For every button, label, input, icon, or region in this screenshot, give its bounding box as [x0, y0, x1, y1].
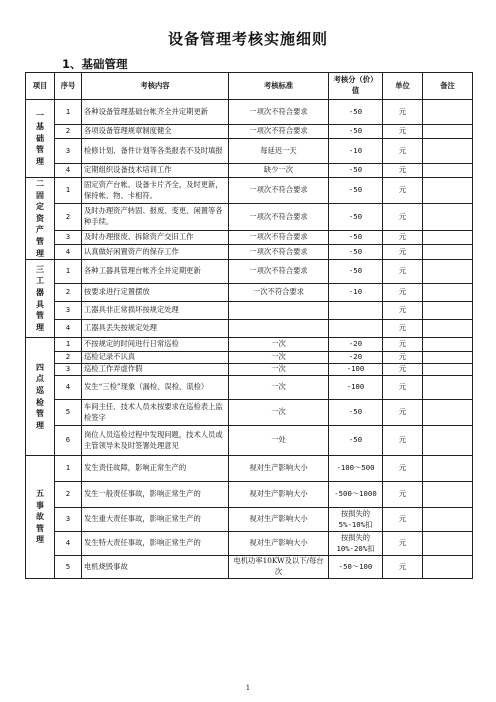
row-remark: [423, 230, 473, 245]
group-label: 五 事 故 管 理: [26, 456, 55, 579]
row-standard: 一项次不符合要求: [229, 125, 329, 139]
row-seq: 5: [55, 556, 82, 579]
row-score: -50: [329, 178, 383, 204]
table-row: [26, 284, 473, 302]
row-score: -20: [329, 338, 383, 352]
row-unit: 元: [383, 352, 423, 364]
row-unit: 元: [383, 260, 423, 284]
row-content: 各种工器具管理台帐齐全并定期更新: [82, 260, 229, 284]
row-unit: 元: [383, 532, 423, 556]
row-content: 岗位人员巡检过程中发现问题，技术人员或主管领导未及时签署处理意见: [82, 426, 229, 456]
row-unit: 元: [383, 302, 423, 320]
table-row: [26, 139, 473, 164]
header-remark: 备注: [423, 73, 473, 100]
row-standard: 一次: [229, 400, 329, 426]
header-unit: 单位: [383, 73, 423, 100]
row-seq: 1: [55, 260, 82, 284]
row-remark: [423, 482, 473, 508]
row-seq: 6: [55, 426, 82, 456]
row-content: 定期组织设备技术培训工作: [82, 164, 229, 178]
row-content: 认真做好闲置资产的保存工作: [82, 245, 229, 260]
row-unit: 元: [383, 482, 423, 508]
row-score: -50: [329, 426, 383, 456]
header-content: 考核内容: [82, 73, 229, 100]
group-label: 二 固 定 资 产 管 理: [26, 178, 55, 260]
row-content: 各项设备管理规章制度健全: [82, 125, 229, 139]
row-score: 按损失的5%-10%扣: [329, 508, 383, 532]
row-unit: 元: [383, 376, 423, 400]
table-row: [26, 125, 473, 139]
row-seq: 2: [55, 482, 82, 508]
row-seq: 3: [55, 302, 82, 320]
row-standard: 一项次不符合要求: [229, 178, 329, 204]
row-unit: 元: [383, 426, 423, 456]
row-content: 发生重大责任事故，影响正常生产的: [82, 508, 229, 532]
row-content: 及时办理资产转固、报废、变更、闲置等各种手续。: [82, 204, 229, 230]
row-remark: [423, 426, 473, 456]
table-row: [26, 426, 473, 456]
row-content: 工器具非正常损坏按规定处理: [82, 302, 229, 320]
row-standard: 一项次不符合要求: [229, 204, 329, 230]
row-standard: 一次: [229, 364, 329, 376]
row-remark: [423, 139, 473, 164]
row-unit: 元: [383, 556, 423, 579]
table-body: [26, 100, 473, 579]
row-remark: [423, 245, 473, 260]
row-remark: [423, 338, 473, 352]
row-unit: 元: [383, 178, 423, 204]
row-standard: 一项次不符合要求: [229, 245, 329, 260]
row-score: -50: [329, 125, 383, 139]
row-seq: 3: [55, 364, 82, 376]
header-standard: 考核标准: [229, 73, 329, 100]
row-score: -50: [329, 100, 383, 125]
row-unit: 元: [383, 320, 423, 338]
table-row: [26, 260, 473, 284]
row-unit: 元: [383, 284, 423, 302]
row-score: -10: [329, 139, 383, 164]
row-content: 检修计划、备件计划等各类报表不及时填报: [82, 139, 229, 164]
row-standard: 视对生产影响大小: [229, 482, 329, 508]
row-unit: 元: [383, 230, 423, 245]
table-row: [26, 338, 473, 352]
row-content: 不按规定的时间进行日常巡检: [82, 338, 229, 352]
row-unit: 元: [383, 125, 423, 139]
row-seq: 2: [55, 284, 82, 302]
row-content: 工器具丢失按规定处理: [82, 320, 229, 338]
row-unit: 元: [383, 338, 423, 352]
row-remark: [423, 164, 473, 178]
row-unit: 元: [383, 245, 423, 260]
row-unit: 元: [383, 100, 423, 125]
row-content: 发生特大责任事故，影响正常生产的: [82, 532, 229, 556]
row-standard: 一次: [229, 352, 329, 364]
row-standard: 电机功率10KW及以下/每台次: [229, 556, 329, 579]
row-standard: 一处: [229, 426, 329, 456]
row-content: 固定资产台帐、设备卡片齐全，及时更新，保持帐、物、卡相符。: [82, 178, 229, 204]
row-standard: 缺少一次: [229, 164, 329, 178]
table-row: [26, 556, 473, 579]
row-remark: [423, 376, 473, 400]
table-row: [26, 204, 473, 230]
row-seq: 2: [55, 352, 82, 364]
table-row: [26, 532, 473, 556]
row-seq: 4: [55, 532, 82, 556]
row-score: -10: [329, 284, 383, 302]
row-remark: [423, 260, 473, 284]
row-seq: 1: [55, 178, 82, 204]
table-row: [26, 178, 473, 204]
row-seq: 5: [55, 400, 82, 426]
row-standard: [229, 320, 329, 338]
table-row: [26, 164, 473, 178]
row-seq: 4: [55, 320, 82, 338]
assessment-table: [25, 72, 473, 579]
row-score: -50: [329, 230, 383, 245]
row-seq: 2: [55, 125, 82, 139]
row-seq: 1: [55, 338, 82, 352]
row-content: 发生责任故障，影响正常生产的: [82, 456, 229, 482]
table-row: [26, 364, 473, 376]
row-remark: [423, 302, 473, 320]
row-standard: 一项次不符合要求: [229, 100, 329, 125]
row-content: 发生“三检”现象（漏检、误检、谎检）: [82, 376, 229, 400]
table-row: [26, 376, 473, 400]
row-remark: [423, 100, 473, 125]
header-score: 考核分（价）值: [329, 73, 383, 100]
row-content: 按要求进行定置摆放: [82, 284, 229, 302]
row-content: 巡检工作弄虚作假: [82, 364, 229, 376]
row-seq: 4: [55, 164, 82, 178]
row-score: -50: [329, 164, 383, 178]
row-score: -500～1000: [329, 482, 383, 508]
row-seq: 1: [55, 456, 82, 482]
row-content: 电机烧毁事故: [82, 556, 229, 579]
row-unit: 元: [383, 139, 423, 164]
row-unit: 元: [383, 508, 423, 532]
row-content: 及时办理报废、拆除资产交旧工作: [82, 230, 229, 245]
row-unit: 元: [383, 400, 423, 426]
row-standard: 视对生产影响大小: [229, 508, 329, 532]
row-score: -20: [329, 352, 383, 364]
row-score: -100: [329, 364, 383, 376]
row-standard: 视对生产影响大小: [229, 456, 329, 482]
row-score: -100～500: [329, 456, 383, 482]
row-score: -50～100: [329, 556, 383, 579]
row-standard: 每延迟一天: [229, 139, 329, 164]
table-row: [26, 508, 473, 532]
row-content: 车间主任、技术人员未按要求在巡检表上监检签字: [82, 400, 229, 426]
row-seq: 3: [55, 139, 82, 164]
row-score: [329, 302, 383, 320]
row-content: 发生一般责任事故，影响正常生产的: [82, 482, 229, 508]
header-seq: 序号: [55, 73, 82, 100]
table-row: [26, 230, 473, 245]
section-heading: 1、基础管理: [62, 57, 128, 71]
row-standard: [229, 302, 329, 320]
row-standard: 一次不符合要求: [229, 284, 329, 302]
row-remark: [423, 556, 473, 579]
row-seq: 3: [55, 230, 82, 245]
header-row: [26, 73, 473, 100]
row-remark: [423, 532, 473, 556]
row-remark: [423, 178, 473, 204]
row-seq: 4: [55, 245, 82, 260]
table-row: [26, 100, 473, 125]
row-remark: [423, 204, 473, 230]
row-remark: [423, 364, 473, 376]
row-unit: 元: [383, 164, 423, 178]
row-score: -100: [329, 376, 383, 400]
row-remark: [423, 125, 473, 139]
row-score: -50: [329, 204, 383, 230]
row-remark: [423, 320, 473, 338]
row-score: [329, 320, 383, 338]
table-row: [26, 456, 473, 482]
table-row: [26, 352, 473, 364]
page-number: 1: [245, 684, 251, 692]
row-unit: 元: [383, 456, 423, 482]
row-standard: 视对生产影响大小: [229, 532, 329, 556]
row-content: 各种设备管理基础台帐齐全并定期更新: [82, 100, 229, 125]
row-standard: 一次: [229, 376, 329, 400]
row-score: -50: [329, 260, 383, 284]
row-content: 巡检记录不认真: [82, 352, 229, 364]
row-score: -50: [329, 245, 383, 260]
header-item: 项目: [26, 73, 55, 100]
row-remark: [423, 508, 473, 532]
document-title: 设备管理考核实施细则: [167, 30, 328, 48]
row-remark: [423, 352, 473, 364]
row-seq: 2: [55, 204, 82, 230]
row-seq: 4: [55, 376, 82, 400]
row-standard: 一项次不符合要求: [229, 260, 329, 284]
row-seq: 1: [55, 100, 82, 125]
row-unit: 元: [383, 204, 423, 230]
row-remark: [423, 456, 473, 482]
table-row: [26, 302, 473, 320]
row-standard: 一项次不符合要求: [229, 230, 329, 245]
table-row: [26, 245, 473, 260]
row-score: 按损失的10%-20%扣: [329, 532, 383, 556]
row-remark: [423, 400, 473, 426]
table-row: [26, 320, 473, 338]
group-label: 四 点 巡 检 管 理: [26, 338, 55, 456]
row-score: -50: [329, 400, 383, 426]
group-label: 三 工 器 具 管 理: [26, 260, 55, 338]
row-seq: 3: [55, 508, 82, 532]
row-unit: 元: [383, 364, 423, 376]
row-standard: 一次: [229, 338, 329, 352]
table-row: [26, 482, 473, 508]
row-remark: [423, 284, 473, 302]
group-label: 一 基 础 管 理: [26, 100, 55, 178]
table-row: [26, 400, 473, 426]
